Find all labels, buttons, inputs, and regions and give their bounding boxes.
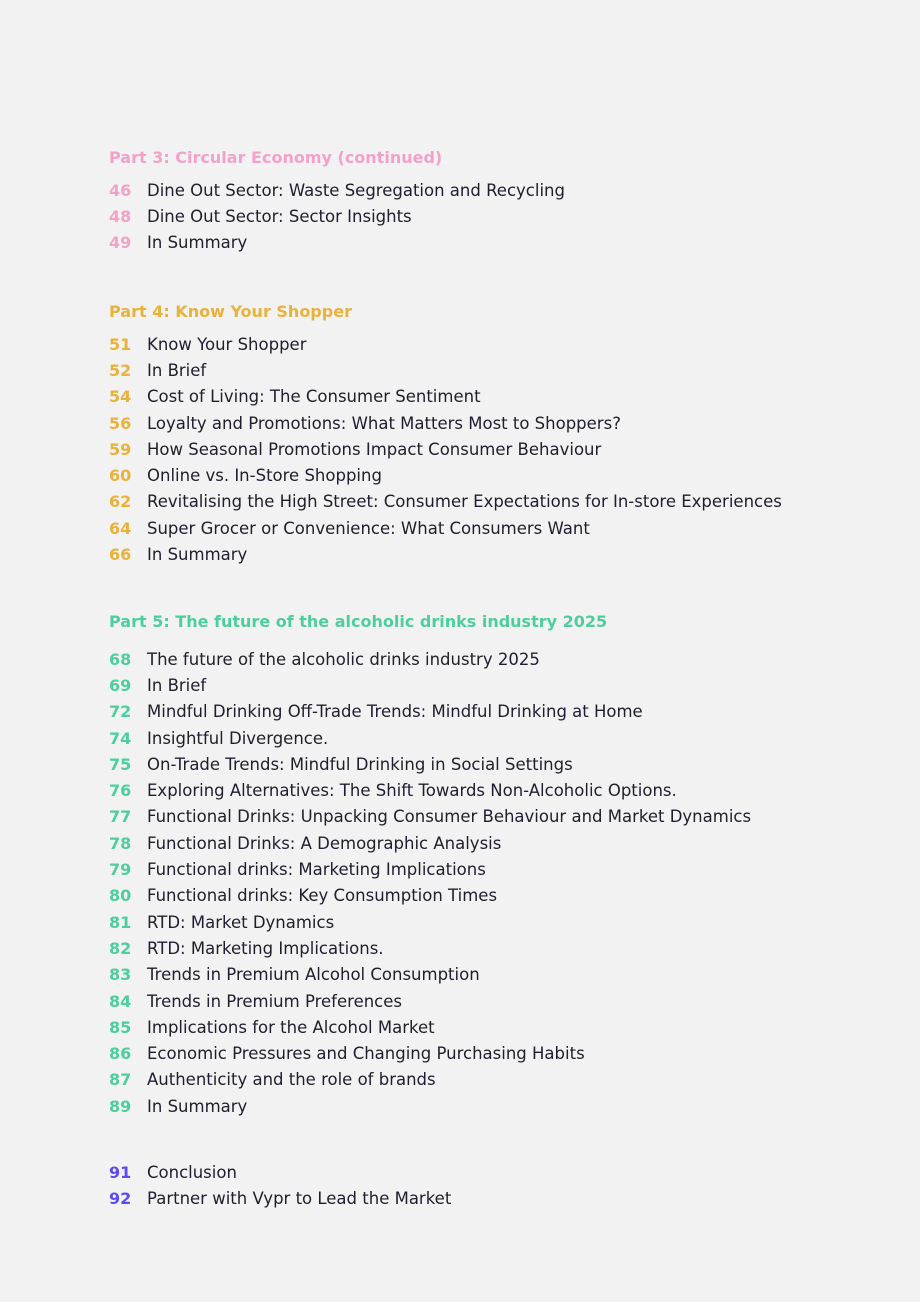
page-number: 78	[109, 833, 132, 853]
part-3-title: Part 3: Circular Economy (continued)	[109, 148, 443, 167]
part-5-section	[109, 612, 889, 1119]
page-number: 81	[109, 912, 132, 932]
page-number: 83	[109, 965, 132, 985]
toc-item[interactable]	[109, 541, 889, 567]
toc-item[interactable]	[109, 230, 889, 256]
toc-item[interactable]	[109, 384, 889, 410]
closing-list	[109, 1159, 889, 1212]
toc-item[interactable]	[109, 725, 889, 751]
part-4-list	[109, 331, 889, 568]
toc-item[interactable]	[109, 672, 889, 698]
page-number: 82	[109, 938, 132, 958]
entry-title: Mindful Drinking Off-Trade Trends: Mindful Drinking at Home	[147, 702, 643, 722]
page-number: 60	[109, 466, 132, 486]
page-number: 72	[109, 702, 132, 722]
page-number: 51	[109, 334, 132, 354]
entry-title: Economic Pressures and Changing Purchasing Habits	[147, 1044, 585, 1064]
part-5-list	[109, 646, 889, 1119]
page-number: 87	[109, 1070, 132, 1090]
toc-item[interactable]	[109, 830, 889, 856]
part-4-section	[109, 302, 889, 568]
entry-title: In Summary	[147, 545, 248, 565]
toc-item[interactable]	[109, 1093, 889, 1119]
toc-item[interactable]	[109, 777, 889, 803]
page-number: 54	[109, 387, 132, 407]
page-number: 91	[109, 1162, 132, 1182]
entry-title: Dine Out Sector: Sector Insights	[147, 206, 412, 226]
toc-item[interactable]	[109, 203, 889, 229]
entry-title: Functional Drinks: A Demographic Analysis	[147, 833, 502, 853]
toc-item[interactable]	[109, 962, 889, 988]
toc-item[interactable]	[109, 357, 889, 383]
part-3-list	[109, 177, 889, 256]
entry-title: Revitalising the High Street: Consumer Expectations for In-store Experiences	[147, 492, 782, 512]
toc-item[interactable]	[109, 177, 889, 203]
page-number: 66	[109, 545, 132, 565]
page-number: 64	[109, 518, 132, 538]
entry-title: RTD: Marketing Implications.	[147, 938, 384, 958]
closing-section	[109, 1159, 889, 1212]
entry-title: Trends in Premium Preferences	[147, 991, 402, 1011]
entry-title: Super Grocer or Convenience: What Consumers Want	[147, 518, 590, 538]
page-number: 46	[109, 180, 132, 200]
part-3-section	[109, 148, 889, 256]
entry-title: Cost of Living: The Consumer Sentiment	[147, 387, 481, 407]
toc-item[interactable]	[109, 935, 889, 961]
page-number: 79	[109, 860, 132, 880]
toc-item[interactable]	[109, 1067, 889, 1093]
toc-item[interactable]	[109, 751, 889, 777]
page-number: 74	[109, 728, 132, 748]
toc-item[interactable]	[109, 1014, 889, 1040]
toc-item[interactable]	[109, 1040, 889, 1066]
entry-title: Functional Drinks: Unpacking Consumer Behaviour and Market Dynamics	[147, 807, 752, 827]
page-number: 48	[109, 206, 132, 226]
entry-title: Functional drinks: Key Consumption Times	[147, 886, 498, 906]
entry-title: Loyalty and Promotions: What Matters Most to Shoppers?	[147, 413, 621, 433]
entry-title: Implications for the Alcohol Market	[147, 1017, 435, 1037]
toc-item[interactable]	[109, 331, 889, 357]
toc-item[interactable]	[109, 1159, 889, 1185]
page-number: 52	[109, 360, 132, 380]
page-number: 92	[109, 1188, 132, 1208]
toc-item[interactable]	[109, 883, 889, 909]
entry-title: In Brief	[147, 675, 207, 695]
page-number: 56	[109, 413, 132, 433]
entry-title: Authenticity and the role of brands	[147, 1070, 436, 1090]
page-number: 75	[109, 754, 132, 774]
part-5-title: Part 5: The future of the alcoholic drinks industry 2025	[109, 612, 608, 631]
page-number: 77	[109, 807, 132, 827]
entry-title: Conclusion	[147, 1162, 237, 1182]
toc-item[interactable]	[109, 909, 889, 935]
entry-title: Know Your Shopper	[147, 334, 307, 354]
toc-item[interactable]	[109, 1185, 889, 1211]
entry-title: On-Trade Trends: Mindful Drinking in Social Settings	[147, 754, 573, 774]
toc-item[interactable]	[109, 436, 889, 462]
page-number: 89	[109, 1096, 132, 1116]
toc-item[interactable]	[109, 804, 889, 830]
page-number: 68	[109, 649, 132, 669]
page-number: 62	[109, 492, 132, 512]
entry-title: In Brief	[147, 360, 207, 380]
part-4-title: Part 4: Know Your Shopper	[109, 302, 352, 321]
entry-title: Dine Out Sector: Waste Segregation and Recycling	[147, 180, 565, 200]
entry-title: RTD: Market Dynamics	[147, 912, 335, 932]
page-number: 80	[109, 886, 132, 906]
toc-item[interactable]	[109, 489, 889, 515]
entry-title: How Seasonal Promotions Impact Consumer Behaviour	[147, 439, 602, 459]
toc-item[interactable]	[109, 646, 889, 672]
page-number: 85	[109, 1017, 132, 1037]
toc-item[interactable]	[109, 410, 889, 436]
entry-title: In Summary	[147, 233, 248, 253]
page-number: 59	[109, 439, 132, 459]
entry-title: The future of the alcoholic drinks industry 2025	[147, 649, 540, 669]
page-number: 69	[109, 675, 132, 695]
entry-title: Insightful Divergence.	[147, 728, 329, 748]
toc-item[interactable]	[109, 988, 889, 1014]
page-number: 86	[109, 1044, 132, 1064]
entry-title: Trends in Premium Alcohol Consumption	[147, 965, 480, 985]
page-number: 49	[109, 233, 132, 253]
entry-title: Functional drinks: Marketing Implications	[147, 860, 486, 880]
entry-title: Partner with Vypr to Lead the Market	[147, 1188, 452, 1208]
page-number: 84	[109, 991, 132, 1011]
toc-item[interactable]	[109, 515, 889, 541]
entry-title: Online vs. In-Store Shopping	[147, 466, 382, 486]
toc-item[interactable]	[109, 856, 889, 882]
page-number: 76	[109, 781, 132, 801]
entry-title: Exploring Alternatives: The Shift Towards Non-Alcoholic Options.	[147, 781, 677, 801]
toc-item[interactable]	[109, 462, 889, 488]
toc-item[interactable]	[109, 699, 889, 725]
entry-title: In Summary	[147, 1096, 248, 1116]
